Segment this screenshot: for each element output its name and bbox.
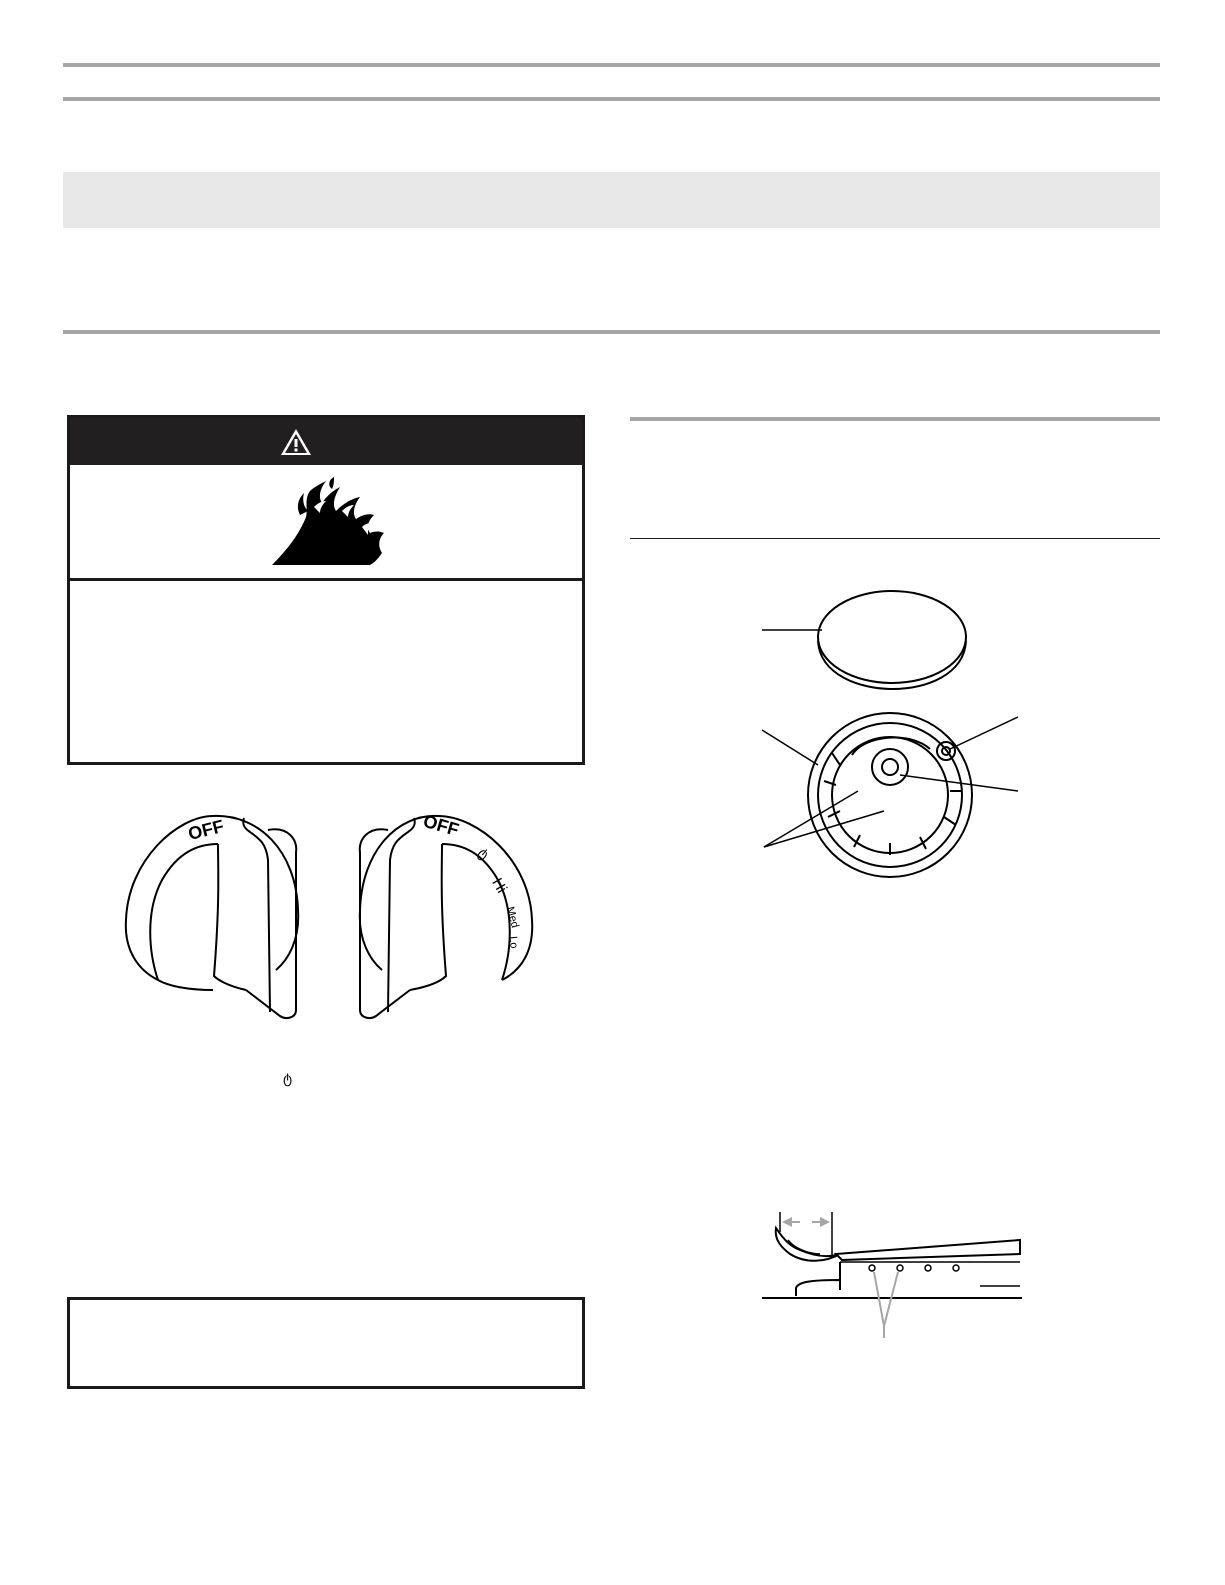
section-heading-band [63, 172, 1160, 228]
control-knobs-svg [118, 800, 548, 1030]
warning-header [70, 418, 582, 465]
right-knob-ignite-symbol: ტ [475, 844, 493, 863]
left-knob [126, 816, 298, 1018]
base-callout-line [762, 730, 818, 765]
note-box [67, 1297, 585, 1389]
burner-base-icon [808, 713, 972, 877]
warning-box [67, 415, 585, 765]
top-rule [63, 63, 1160, 67]
ignite-symbol-inline: ტ [283, 1070, 293, 1086]
section-rule [63, 330, 1160, 334]
right-knob-off-label: OFF [421, 810, 462, 841]
warning-symbol-area [70, 465, 582, 581]
burner-diagram [760, 585, 1040, 885]
second-rule [63, 97, 1160, 101]
right-knob-hi-label: Hi [488, 875, 511, 897]
right-knob-med-label: Med [503, 905, 521, 930]
fire-hazard-icon [270, 477, 390, 567]
burner-flame-diagram [760, 1210, 1030, 1350]
left-knob-off-label: OFF [186, 815, 226, 845]
control-knobs-illustration [118, 800, 548, 1030]
warning-triangle-icon [279, 427, 313, 457]
igniter-callout-line [950, 717, 1018, 749]
right-column-thin-rule [630, 538, 1160, 539]
burner-flame-icon [760, 1210, 1030, 1350]
right-knob-lo-label: Lo [506, 935, 520, 950]
right-column-rule [630, 417, 1160, 421]
burner-cap-icon [818, 591, 966, 689]
